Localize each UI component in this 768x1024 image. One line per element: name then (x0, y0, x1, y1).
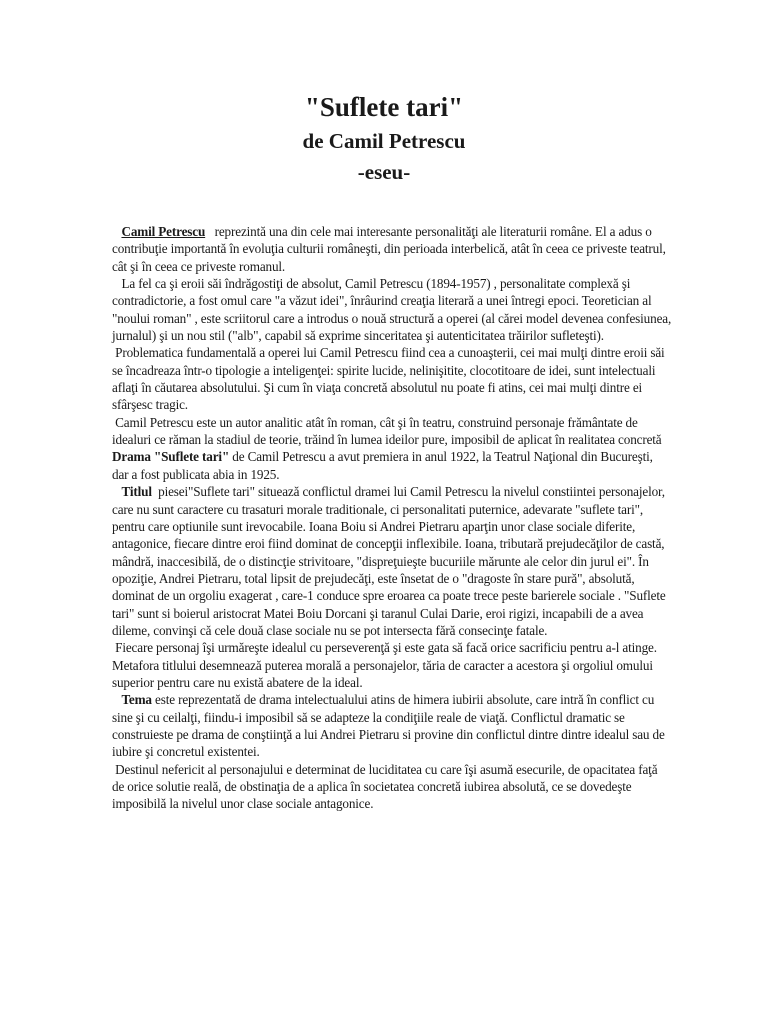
paragraph-text: de Camil Petrescu a avut premiera in anul 1922, la Teatrul Naţional din Bucureşti, dar a fost publicata abia in 1925. (112, 449, 653, 482)
paragraph (112, 344, 672, 413)
paragraph-lead: Tema (121, 692, 152, 708)
paragraph-text: Problematica fundamentală a operei lui Camil Petrescu fiind cea a cunoaşterii, cei mai mulţi dintre eroii săi se încadreaza într-o tipologie a inteligenţei: spirite lucide, nelinişitite, clocotitoare de idei, sunt intelectuali aflaţi în căutarea absolutului. Şi cum în viaţa concretă absolutul nu poate fi atins, cei mai mulţi dintre ei sfârşesc tragic. (112, 345, 665, 413)
document-title: "Suflete tari" (304, 92, 464, 122)
document-genre-line: -eseu- (357, 160, 411, 184)
document-body (112, 223, 672, 813)
paragraph (112, 483, 672, 639)
paragraph-text: Destinul nefericit al personajului e determinat de luciditatea cu care îşi asumă esecurile, de opacitatea faţă de orice solutie reală, de obstinaţia de a aplica în societatea concretă iubirea absolută, ce se dovedeşte imposibilă la nivelul unor clase sociale antagonice. (112, 761, 658, 812)
document-author-line: de Camil Petrescu (302, 129, 466, 153)
paragraph-lead: Camil Petrescu (121, 224, 206, 239)
paragraph (112, 448, 672, 483)
paragraph (112, 223, 672, 275)
paragraph-text: este reprezentată de drama intelectualului atins de himera iubirii absolute, care intră în conflict cu sine şi cu ceilalţi, fiindu-i imposibil să se adapteze la condiţiile reale de viaţă. Conflictul dramatic se construieste pe drama de conştiinţă a lui Andrei Pietraru si provine din conflictul dintre dintre idealul sau de iubire şi concretul existentei. (112, 692, 665, 760)
paragraph-text: La fel ca şi eroii săi îndrăgostiţi de absolut, Camil Petrescu (1894-1957) , personalitate complexă şi contradictorie, a fost omul care "a văzut idei", înrâurind creaţia literară a unei întregi epoci. Teoretician al "noului roman" , este scriitorul care a introdus o nouă structură a operei (al cărei model devenea confesiunea, jurnalul) şi un nou stil ("alb", capabil să exprime sinceritatea şi autenticitatea trăirilor sufleteşti). (112, 276, 672, 344)
paragraph (112, 761, 672, 813)
paragraph-lead: Drama "Suflete tari" (112, 449, 230, 465)
paragraph-text: Fiecare personaj îşi urmăreşte idealul cu perseverenţă şi este gata să facă orice sacrificiu pentru a-l atinge. Metafora titlului desemnează puterea morală a personajelor, tăria de caracter a acestora şi orgoliul omului superior pentru care nu există abatere de la ideal. (112, 640, 657, 690)
paragraph-text: reprezintă una din cele mai interesante personalităţi ale literaturii române. El a adus o contribuţie importantă în evoluţia culturii româneşti, din perioada interbelică, atât în ceea ce priveste teatrul, cât şi în ceea ce priveste romanul. (112, 224, 669, 274)
paragraph (112, 275, 672, 344)
paragraph (112, 691, 672, 760)
paragraph-lead: Titlul (121, 484, 152, 500)
paragraph (112, 414, 672, 449)
paragraph-text: piesei"Suflete tari" situează conflictul dramei lui Camil Petrescu la nivelul constiintei personajelor, care nu sunt caractere cu trasaturi morale traditionale, ci personalitati puternice, adevarate "suflete tari", pentru care optiunile sunt irevocabile. Ioana Boiu si Andrei Pietraru aparţin unor clase sociale diferite, antagonice, fiecare dintre eroi fiind dominat de concepţii inflexibile. Ioana, tributară prejudecăţilor de castă, mândră, inaccesibilă, de o distincţie strivitoare, "dispreţuieşte bucuriile mărunte ale celor din jurul ei". În opoziţie, Andrei Pietraru, total lipsit de prejudecăţi, este însetat de o "dragoste în stare pură", absolută, dominat de un orgoliu exagerat , care-1 conduce spre eroarea ca poate trece peste barierele sociale . "Suflete tari" sunt si boierul aristocrat Matei Boiu Dorcani şi taranul Culai Darie, eroi rigizi, incapabili de a avea dileme, convinşi că cele două clase sociale nu se pot intersecta fără consecinţe fatale. (112, 484, 669, 638)
paragraph-text: Camil Petrescu este un autor analitic atât în roman, cât şi în teatru, construind personaje frământate de idealuri ce răman la stadiul de teorie, trăind în lumea ideilor pure, imposibil de aplicat în realitatea concretă (112, 414, 662, 448)
paragraph (112, 639, 672, 691)
